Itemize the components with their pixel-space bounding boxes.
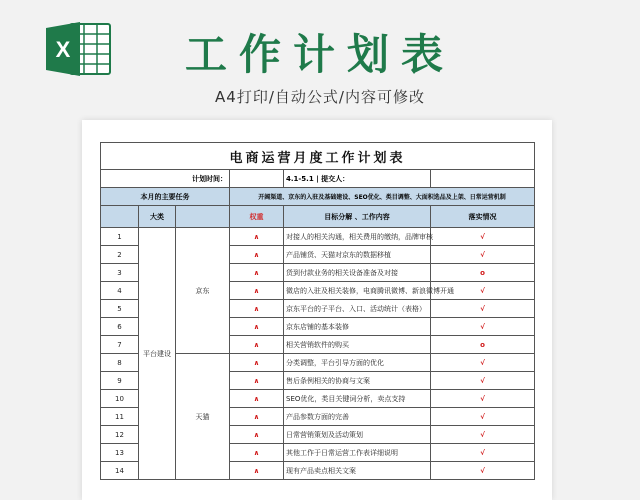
spreadsheet-sheet <box>82 120 552 500</box>
task-cell[interactable]: 产品参数方面的完善 <box>284 408 431 426</box>
category-cell[interactable]: 平台建设 <box>139 228 176 480</box>
weight-cell[interactable]: ∧ <box>230 300 284 318</box>
task-cell[interactable]: 分类调整，平台引导方面的优化 <box>284 354 431 372</box>
weight-cell[interactable]: ∧ <box>230 318 284 336</box>
status-cell[interactable]: √ <box>431 444 535 462</box>
task-cell[interactable]: 相关营销软件的购买 <box>284 336 431 354</box>
status-cell[interactable]: √ <box>431 390 535 408</box>
task-cell[interactable]: 现有产品卖点相关文案 <box>284 462 431 480</box>
status-cell[interactable]: √ <box>431 426 535 444</box>
row-number[interactable]: 2 <box>101 246 139 264</box>
task-cell[interactable]: 日常营销策划及活动策划 <box>284 426 431 444</box>
status-cell[interactable]: √ <box>431 300 535 318</box>
status-cell[interactable]: √ <box>431 246 535 264</box>
status-cell[interactable]: √ <box>431 462 535 480</box>
task-cell[interactable]: 其他工作于日常运营工作表详细说明 <box>284 444 431 462</box>
task-cell[interactable]: 京东平台的子平台、入口、活动统计（表格） <box>284 300 431 318</box>
row-number[interactable]: 12 <box>101 426 139 444</box>
row-number[interactable]: 1 <box>101 228 139 246</box>
status-cell[interactable]: √ <box>431 408 535 426</box>
main-task-value[interactable]: 开阔渠道、京东的入驻及基础建设、SEO优化、类目调整、大面积选品及上架、日常运营机制 <box>230 188 535 206</box>
weight-cell[interactable]: ∧ <box>230 372 284 390</box>
status-cell[interactable]: o <box>431 336 535 354</box>
page-title: 工作计划表 <box>185 30 456 79</box>
submitter-value[interactable] <box>431 170 535 188</box>
weight-cell[interactable]: ∧ <box>230 444 284 462</box>
status-cell[interactable]: √ <box>431 282 535 300</box>
weight-cell[interactable]: ∧ <box>230 426 284 444</box>
header-empty-cell <box>101 206 139 228</box>
weight-cell[interactable]: ∧ <box>230 354 284 372</box>
shop-cell-tmall[interactable]: 天猫 <box>176 354 230 480</box>
page-header <box>0 0 640 118</box>
main-task-label: 本月的主要任务 <box>101 188 230 206</box>
task-cell[interactable]: 对接人的相关沟通，相关费用的缴纳，品牌审核 <box>284 228 431 246</box>
plan-time-value-text: 4.1-5.1 <box>286 174 314 183</box>
header-empty-cell <box>176 206 230 228</box>
weight-cell[interactable]: ∧ <box>230 462 284 480</box>
weight-cell[interactable]: ∧ <box>230 408 284 426</box>
status-cell[interactable]: o <box>431 264 535 282</box>
weight-cell[interactable]: ∧ <box>230 246 284 264</box>
work-plan-table <box>100 142 535 480</box>
row-number[interactable]: 13 <box>101 444 139 462</box>
status-cell[interactable]: √ <box>431 372 535 390</box>
task-cell[interactable]: SEO优化，类目关键词分析，卖点支持 <box>284 390 431 408</box>
status-cell[interactable]: √ <box>431 318 535 336</box>
row-number[interactable]: 5 <box>101 300 139 318</box>
excel-logo-letter: X <box>55 37 71 62</box>
row-number[interactable]: 10 <box>101 390 139 408</box>
shop-cell-jd[interactable]: 京东 <box>176 228 230 354</box>
page-subtitle: A4打印/自动公式/内容可修改 <box>215 88 425 106</box>
row-number[interactable]: 9 <box>101 372 139 390</box>
weight-cell[interactable]: ∧ <box>230 390 284 408</box>
row-number[interactable]: 4 <box>101 282 139 300</box>
task-rows <box>101 228 535 480</box>
plan-time-cell[interactable]: 4.1-5.1 | 提交人： <box>284 170 431 188</box>
column-header-goal: 目标分解 、工作内容 <box>284 206 431 228</box>
task-cell[interactable]: 京东店铺的基本装修 <box>284 318 431 336</box>
excel-icon <box>44 20 114 78</box>
row-number[interactable]: 8 <box>101 354 139 372</box>
task-cell[interactable]: 售后条例相关的协商与文案 <box>284 372 431 390</box>
weight-cell[interactable]: ∧ <box>230 228 284 246</box>
sheet-title[interactable]: 电商运营月度工作计划表 <box>101 143 535 170</box>
weight-cell[interactable]: ∧ <box>230 336 284 354</box>
status-cell[interactable]: √ <box>431 354 535 372</box>
task-cell[interactable]: 产品铺货、天猫对京东的数据移植 <box>284 246 431 264</box>
column-header-category: 大类 <box>139 206 176 228</box>
row-number[interactable]: 6 <box>101 318 139 336</box>
task-cell[interactable]: 货到付款业务的相关设备准备及对接 <box>284 264 431 282</box>
row-number[interactable]: 7 <box>101 336 139 354</box>
row-number[interactable]: 11 <box>101 408 139 426</box>
task-cell[interactable]: 微店的入驻及相关装修，电商腾讯微博、新浪微博开通 <box>284 282 431 300</box>
column-header-status: 落实情况 <box>431 206 535 228</box>
table-row <box>101 228 535 246</box>
weight-cell[interactable]: ∧ <box>230 264 284 282</box>
status-cell[interactable]: √ <box>431 228 535 246</box>
row-number[interactable]: 3 <box>101 264 139 282</box>
submitter-label: 提交人： <box>321 174 350 183</box>
plan-time-label: 计划时间： <box>101 170 230 188</box>
row-number[interactable]: 14 <box>101 462 139 480</box>
plan-time-value[interactable] <box>230 170 284 188</box>
weight-cell[interactable]: ∧ <box>230 282 284 300</box>
column-header-weight: 权重 <box>230 206 284 228</box>
